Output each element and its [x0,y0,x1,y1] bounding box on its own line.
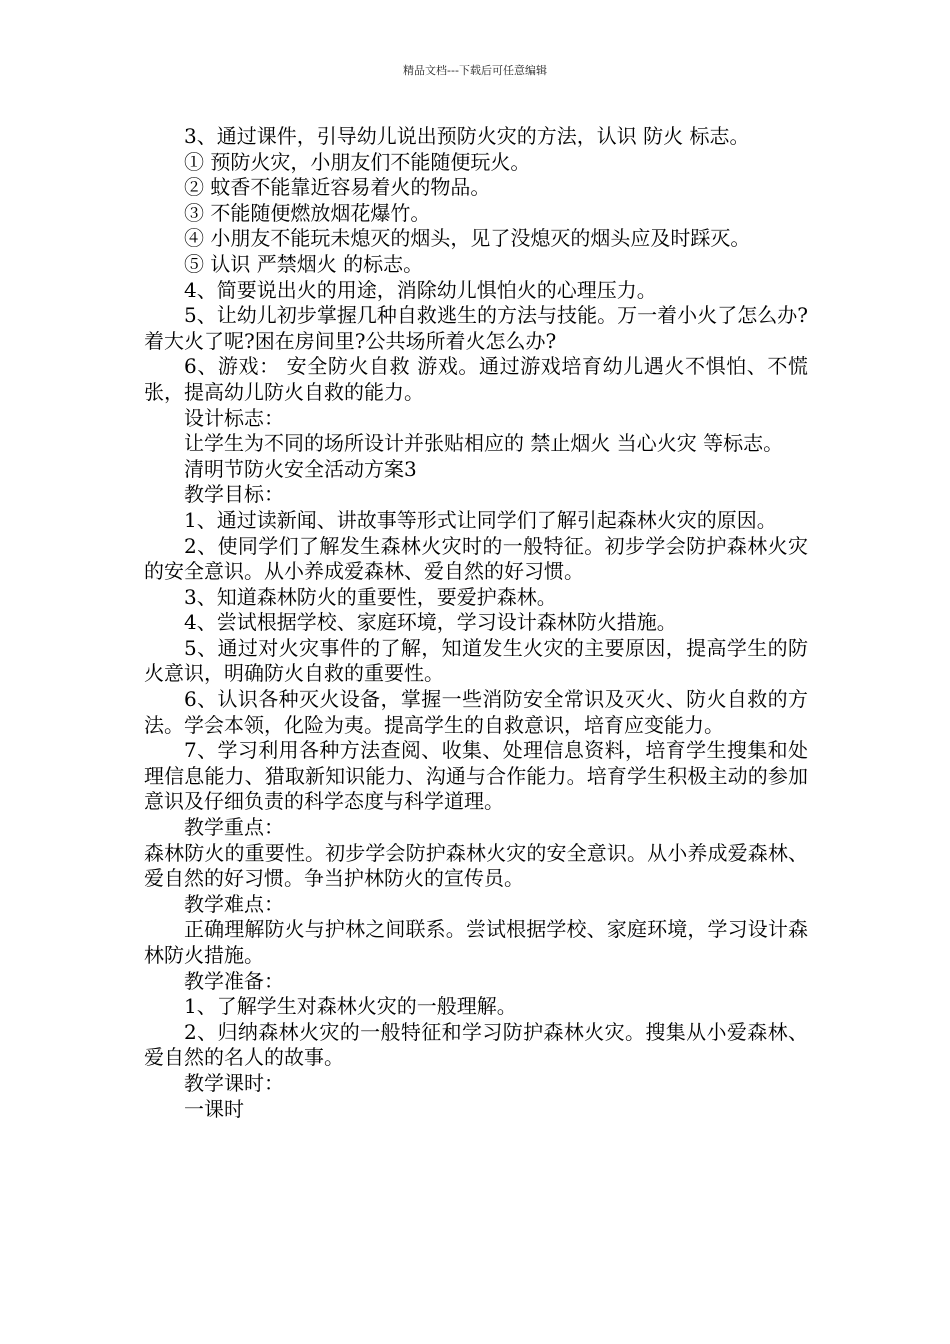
paragraph: 5、让幼儿初步掌握几种自救逃生的方法与技能。万一着小火了怎么办?着大火了呢?困在房间里?公共场所着火怎么办? [144,303,808,353]
paragraph: 2、使同学们了解发生森林火灾时的一般特征。初步学会防护森林火灾的安全意识。从小养成爱森林、爱自然的好习惯。 [144,533,808,584]
paragraph: 3、通过课件，引导幼儿说出预防火灾的方法，认识 防火 标志。 [184,124,750,148]
paragraph: 6、游戏： 安全防火自救 游戏。通过游戏培育幼儿遇火不惧怕、不慌张，提高幼儿防火自救的能力。 [144,354,808,404]
paragraph: 4、简要说出火的用途，消除幼儿惧怕火的心理压力。 [184,277,657,302]
paragraph: 森林防火的重要性。初步学会防护森林火灾的安全意识。从小养成爱森林、爱自然的好习惯。争当护林防火的宣传员。 [144,840,808,891]
paragraph: 4、尝试根据学校、家庭环境，学习设计森林防火措施。 [184,610,677,635]
paragraph: 7、学习利用各种方法查阅、收集、处理信息资料，培育学生搜集和处理信息能力、猎取新知识能力、沟通与合作能力。培育学生积极主动的参加意识及仔细负责的科学态度与科学道理。 [144,738,808,814]
list-item: ② 蚊香不能靠近容易着火的物品。 [184,175,491,200]
subheading: 教学目标： [184,482,284,507]
subheading: 教学准备： [184,968,284,993]
page-header: 精品文档---下载后可任意编辑 [403,64,547,77]
subheading: 设计标志： [184,405,284,430]
paragraph: 3、知道森林防火的重要性，要爱护森林。 [184,584,557,609]
subheading: 教学重点： [184,815,284,840]
paragraph: 2、归纳森林火灾的一般特征和学习防护森林火灾。搜集从小爱森林、爱自然的名人的故事。 [144,1019,808,1070]
document-body [144,124,808,1122]
subheading: 教学难点： [184,891,284,916]
paragraph: 一课时 [184,1096,244,1121]
paragraph: 正确理解防火与护林之间联系。尝试根据学校、家庭环境，学习设计森林防火措施。 [144,917,808,967]
subheading: 教学课时： [184,1070,284,1095]
section-title: 清明节防火安全活动方案3 [184,456,417,481]
list-item: ③ 不能随便燃放烟花爆竹。 [184,200,431,225]
paragraph: 1、通过读新闻、讲故事等形式让同学们了解引起森林火灾的原因。 [184,507,777,532]
paragraph: 5、通过对火灾事件的了解，知道发生火灾的主要原因，提高学生的防火意识，明确防火自救的重要性。 [144,635,808,686]
paragraph: 1、了解学生对森林火灾的一般理解。 [184,994,517,1019]
paragraph: 6、认识各种灭火设备，掌握一些消防安全常识及灭火、防火自救的方法。学会本领，化险为夷。提高学生的自救意识，培育应变能力。 [144,687,808,737]
list-item: ⑤ 认识 严禁烟火 的标志。 [184,251,424,276]
list-item: ① 预防火灾，小朋友们不能随便玩火。 [184,149,531,174]
list-item: ④ 小朋友不能玩未熄灭的烟头，见了没熄灭的烟头应及时踩灭。 [184,226,751,251]
paragraph: 让学生为不同的场所设计并张贴相应的 禁止烟火 当心火灾 等标志。 [184,431,784,456]
